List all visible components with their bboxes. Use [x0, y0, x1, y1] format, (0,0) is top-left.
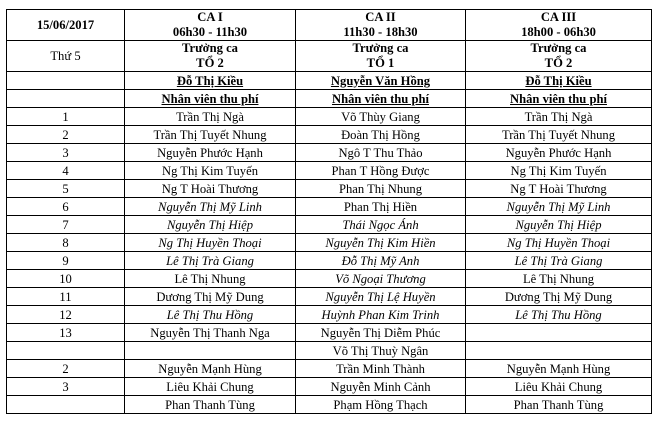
shift-schedule-table — [6, 9, 652, 414]
table-row — [7, 342, 652, 360]
shift-3-staff: Dương Thị Mỹ Dung — [466, 288, 652, 306]
table-row — [7, 270, 652, 288]
row-number: 4 — [7, 162, 125, 180]
shift-1-staff: Nguyễn Thị Hiệp — [125, 216, 296, 234]
table-row — [7, 144, 652, 162]
header-row-leader — [7, 72, 652, 90]
shift-3-header — [466, 10, 652, 41]
shift-2-team — [296, 41, 466, 72]
shift-1-staff: Ng Thị Huyền Thoại — [125, 234, 296, 252]
shift-3-team-name: TỔ 2 — [544, 56, 573, 70]
shift-1-staff: Nguyễn Thị Thanh Nga — [125, 324, 296, 342]
table-row — [7, 324, 652, 342]
table-row — [7, 306, 652, 324]
shift-1-staff: Trần Thị Tuyết Nhung — [125, 126, 296, 144]
row-number: 1 — [7, 108, 125, 126]
shift-1-staff: Nguyễn Mạnh Hùng — [125, 360, 296, 378]
shift-1-staff: Ng Thị Kim Tuyến — [125, 162, 296, 180]
shift-3-staff — [466, 342, 652, 360]
header-row-leader-label — [7, 41, 652, 72]
shift-3-leader: Đỗ Thị Kiều — [466, 72, 652, 90]
shift-2-leader: Nguyễn Văn Hồng — [296, 72, 466, 90]
shift-2-staff: Trần Minh Thành — [296, 360, 466, 378]
shift-3-staff: Lê Thị Trà Giang — [466, 252, 652, 270]
row-number — [7, 342, 125, 360]
shift-1-name: CA I — [197, 10, 223, 24]
shift-3-staff: Lê Thị Nhung — [466, 270, 652, 288]
shift-1-staff: Liêu Khải Chung — [125, 378, 296, 396]
shift-2-staff: Nguyễn Thị Diễm Phúc — [296, 324, 466, 342]
table-row — [7, 252, 652, 270]
shift-1-staff: Dương Thị Mỹ Dung — [125, 288, 296, 306]
table-row — [7, 198, 652, 216]
header-row-staff-label — [7, 90, 652, 108]
shift-2-staff: Võ Thùy Giang — [296, 108, 466, 126]
shift-3-staff: Trần Thị Ngà — [466, 108, 652, 126]
row-number: 5 — [7, 180, 125, 198]
row-number: 8 — [7, 234, 125, 252]
shift-1-team-name: TỔ 2 — [196, 56, 224, 70]
shift-1-time: 06h30 - 11h30 — [172, 25, 248, 39]
row-number: 2 — [7, 126, 125, 144]
shift-3-staff: Nguyễn Thị Hiệp — [466, 216, 652, 234]
shift-3-team — [466, 41, 652, 72]
row-number: 12 — [7, 306, 125, 324]
row-number: 3 — [7, 378, 125, 396]
table-row — [7, 234, 652, 252]
shift-3-staff: Nguyễn Mạnh Hùng — [466, 360, 652, 378]
shift-2-name: CA II — [365, 10, 396, 24]
date-cell: 15/06/2017 — [7, 10, 125, 41]
shift-1-staff: Nguyễn Phước Hạnh — [125, 144, 296, 162]
shift-3-staff: Lê Thị Thu Hồng — [466, 306, 652, 324]
shift-1-staff: Phan Thanh Tùng — [125, 396, 296, 414]
row-number: 3 — [7, 144, 125, 162]
shift-3-staff-label: Nhân viên thu phí — [466, 90, 652, 108]
shift-2-header — [296, 10, 466, 41]
shift-2-staff: Phạm Hồng Thạch — [296, 396, 466, 414]
shift-3-staff: Ng Thị Huyền Thoại — [466, 234, 652, 252]
shift-2-staff: Đỗ Thị Mỹ Anh — [296, 252, 466, 270]
shift-3-time: 18h00 - 06h30 — [521, 25, 596, 39]
shift-1-staff-label: Nhân viên thu phí — [125, 90, 296, 108]
shift-1-staff: Trần Thị Ngà — [125, 108, 296, 126]
table-row — [7, 108, 652, 126]
row-number: 6 — [7, 198, 125, 216]
table-row — [7, 162, 652, 180]
shift-2-staff: Thái Ngọc Ánh — [296, 216, 466, 234]
blank-cell — [7, 90, 125, 108]
shift-2-staff: Nguyễn Minh Cảnh — [296, 378, 466, 396]
shift-1-staff — [125, 342, 296, 360]
table-row — [7, 288, 652, 306]
shift-1-staff: Lê Thị Thu Hồng — [125, 306, 296, 324]
table-row — [7, 126, 652, 144]
shift-2-leader-label: Trưởng ca — [352, 41, 409, 55]
shift-2-staff: Nguyễn Thị Lệ Huyền — [296, 288, 466, 306]
shift-2-team-name: TỔ 1 — [366, 56, 395, 70]
shift-3-staff — [466, 324, 652, 342]
shift-2-staff: Nguyễn Thị Kim Hiền — [296, 234, 466, 252]
shift-3-staff: Nguyễn Thị Mỹ Linh — [466, 198, 652, 216]
shift-3-staff: Ng T Hoài Thương — [466, 180, 652, 198]
shift-3-staff: Nguyễn Phước Hạnh — [466, 144, 652, 162]
row-number: 9 — [7, 252, 125, 270]
table-row — [7, 396, 652, 414]
shift-2-staff: Đoàn Thị Hồng — [296, 126, 466, 144]
table-row — [7, 216, 652, 234]
shift-3-staff: Liêu Khải Chung — [466, 378, 652, 396]
row-number: 7 — [7, 216, 125, 234]
shift-3-staff: Phan Thanh Tùng — [466, 396, 652, 414]
shift-3-staff: Trần Thị Tuyết Nhung — [466, 126, 652, 144]
shift-1-staff: Lê Thị Trà Giang — [125, 252, 296, 270]
row-number: 2 — [7, 360, 125, 378]
shift-1-team — [125, 41, 296, 72]
row-number — [7, 396, 125, 414]
shift-1-staff: Nguyễn Thị Mỹ Linh — [125, 198, 296, 216]
shift-1-leader-label: Trưởng ca — [182, 41, 238, 55]
row-number: 11 — [7, 288, 125, 306]
shift-2-staff: Phan Thị Nhung — [296, 180, 466, 198]
shift-3-leader-label: Trưởng ca — [530, 41, 587, 55]
shift-1-header — [125, 10, 296, 41]
table-row — [7, 360, 652, 378]
shift-2-time: 11h30 - 18h30 — [343, 25, 418, 39]
shift-2-staff: Phan T Hồng Được — [296, 162, 466, 180]
shift-3-name: CA III — [540, 10, 577, 24]
table-row — [7, 378, 652, 396]
shift-2-staff: Huỳnh Phan Kim Trinh — [296, 306, 466, 324]
shift-1-leader: Đỗ Thị Kiều — [125, 72, 296, 90]
row-number: 10 — [7, 270, 125, 288]
shift-1-staff: Lê Thị Nhung — [125, 270, 296, 288]
shift-2-staff: Ngô T Thu Thảo — [296, 144, 466, 162]
shift-3-staff: Ng Thị Kim Tuyến — [466, 162, 652, 180]
header-row-shifts — [7, 10, 652, 41]
row-number: 13 — [7, 324, 125, 342]
shift-2-staff-label: Nhân viên thu phí — [296, 90, 466, 108]
weekday-cell: Thứ 5 — [7, 41, 125, 72]
shift-2-staff: Võ Thị Thuỳ Ngân — [296, 342, 466, 360]
table-row — [7, 180, 652, 198]
shift-2-staff: Phan Thị Hiền — [296, 198, 466, 216]
shift-1-staff: Ng T Hoài Thương — [125, 180, 296, 198]
blank-cell — [7, 72, 125, 90]
shift-2-staff: Võ Ngoại Thương — [296, 270, 466, 288]
